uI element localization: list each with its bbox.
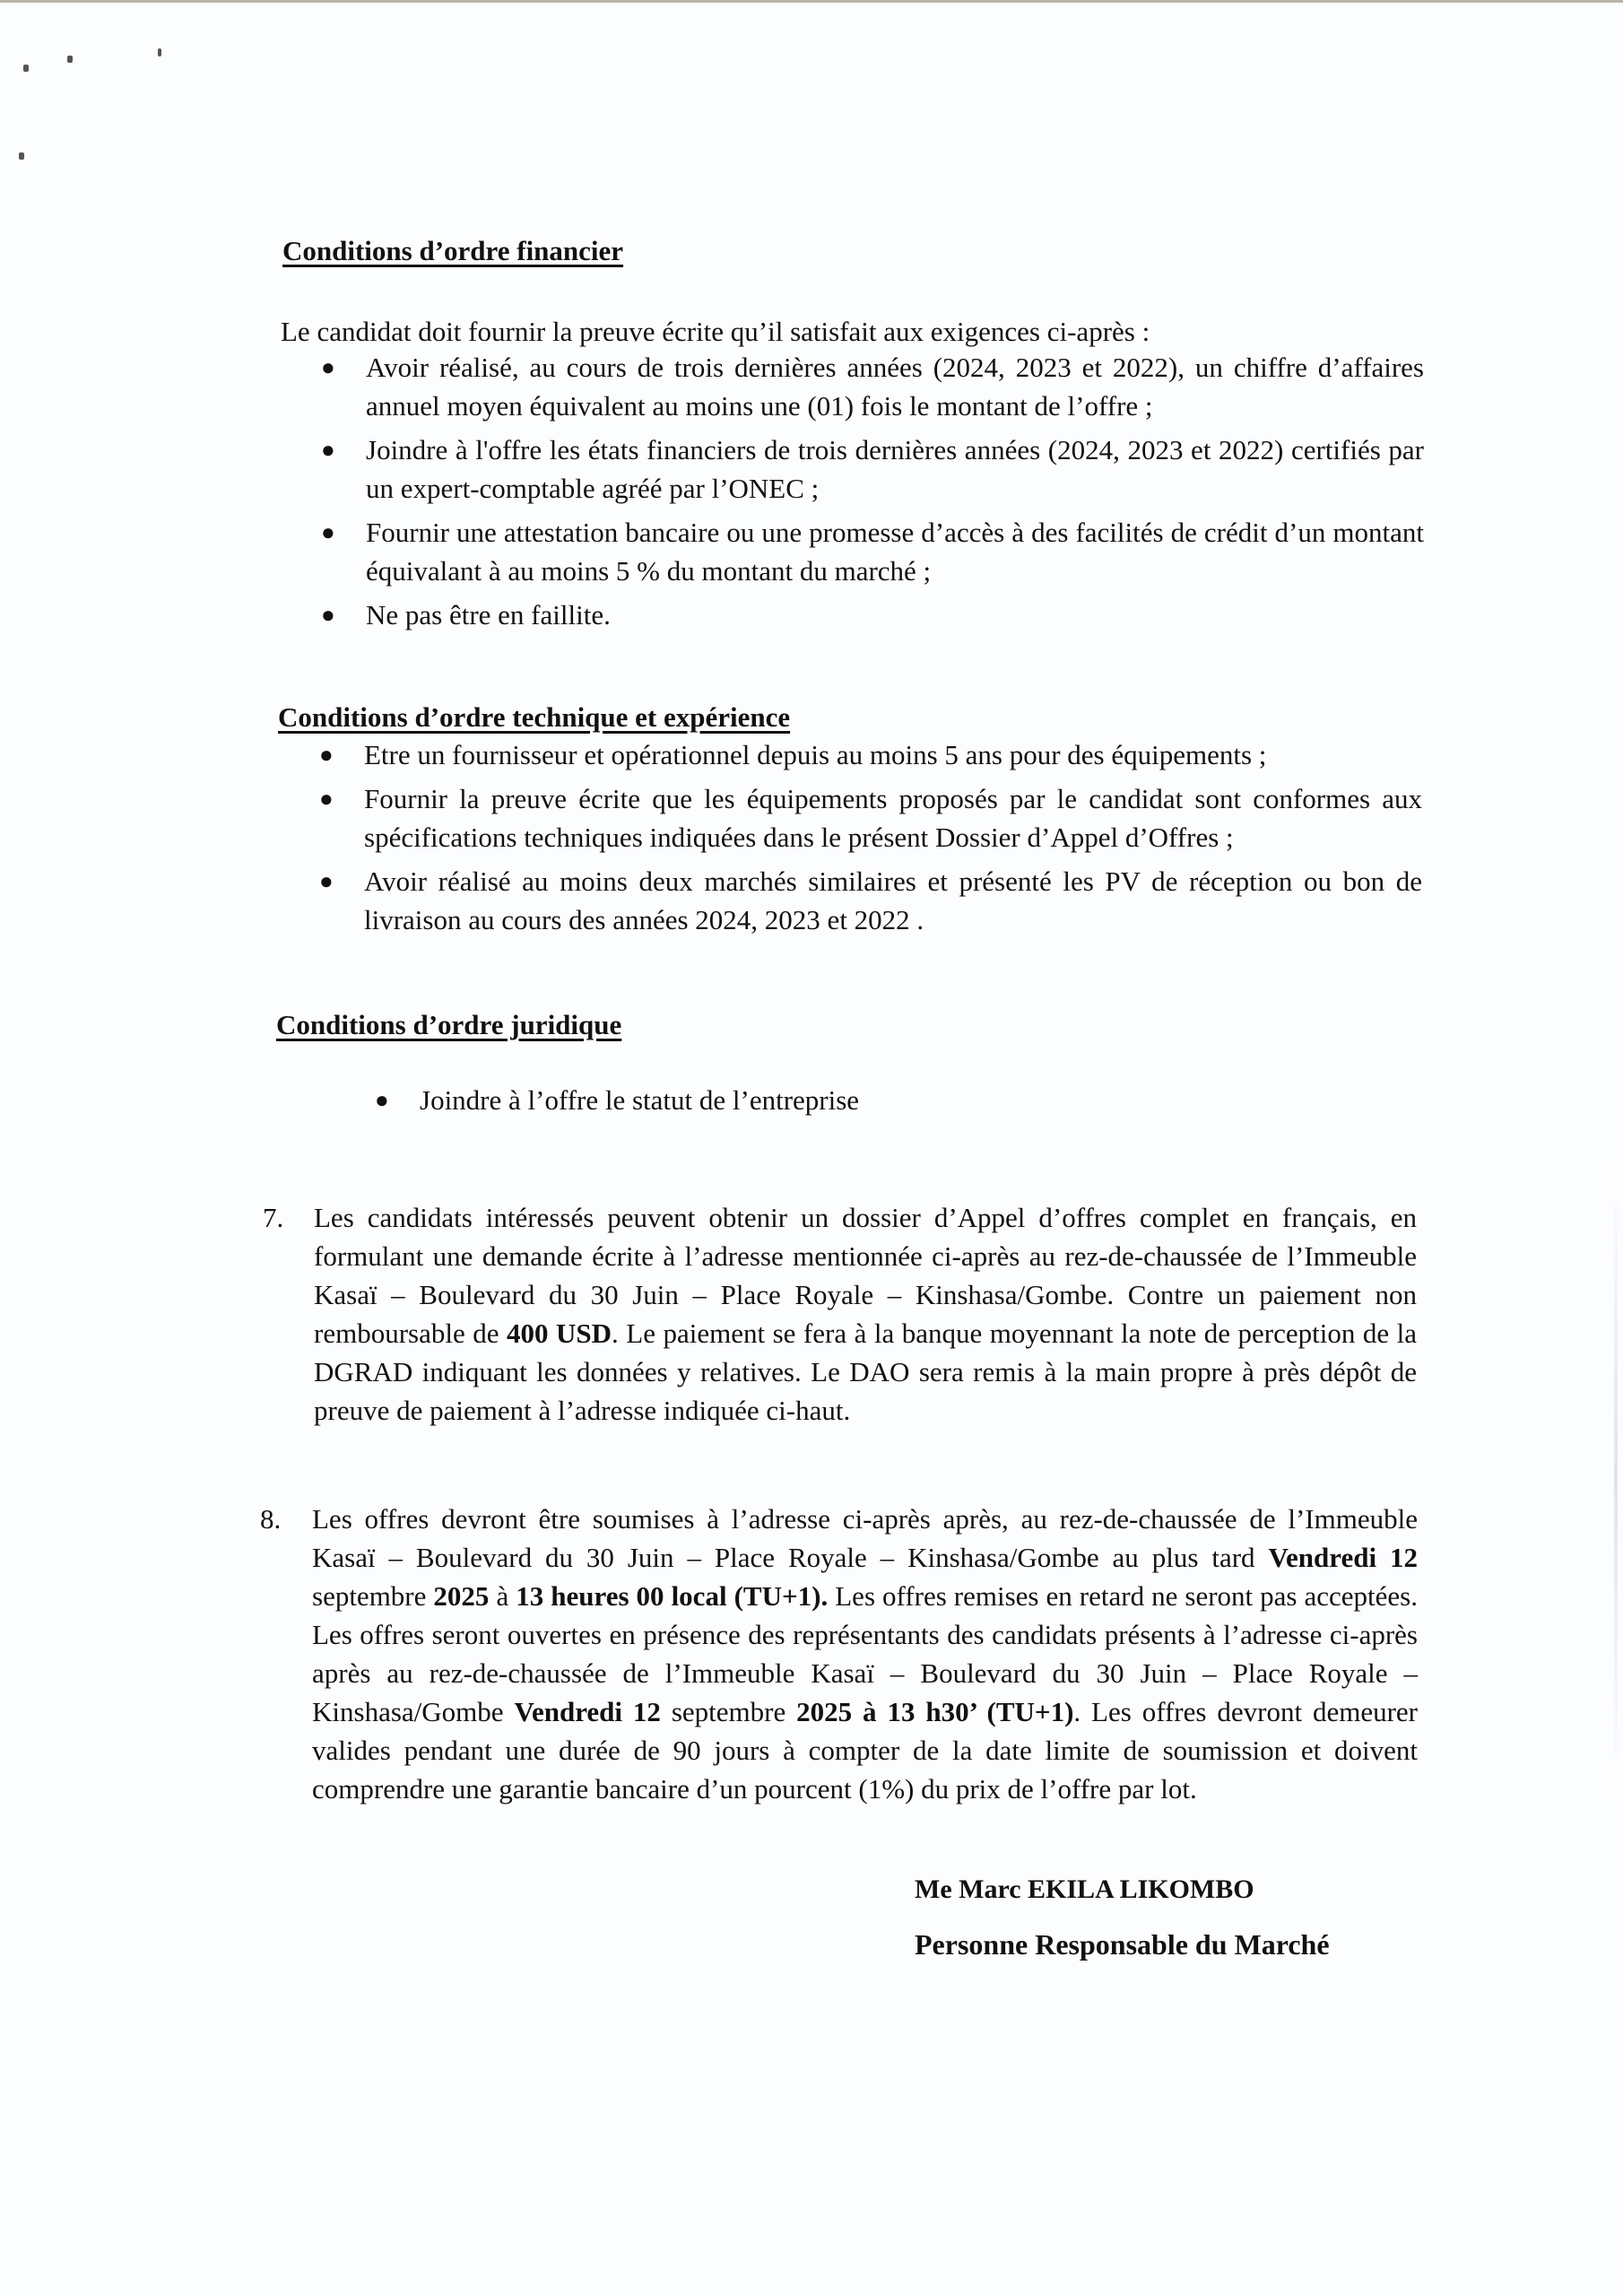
list-item: ● Fournir la preuve écrite que les équipements proposés par le candidat sont conformes aux spécifications techniques indiquées dans le présent Dossier d’Appel d’Offres ;	[364, 779, 1422, 857]
bullet-icon: ●	[319, 786, 334, 812]
technique-list	[319, 735, 1422, 944]
list-item: ● Ne pas être en faillite.	[366, 596, 1424, 634]
list-item: ● Avoir réalisé, au cours de trois dernières années (2024, 2023 et 2022), un chiffre d’affaires annuel moyen équivalent au moins une (01) fois le montant de l’offre ;	[366, 348, 1424, 425]
deadline-time: 13 heures 00 local (TU+1).	[516, 1580, 829, 1612]
heading-technique: Conditions d’ordre technique et expérience	[278, 701, 791, 733]
list-item: ● Fournir une attestation bancaire ou une promesse d’accès à des facilités de crédit d’un montant équivalant à au moins 5 % du montant du marché ;	[366, 513, 1424, 590]
heading-financier: Conditions d’ordre financier	[282, 235, 624, 266]
bullet-icon: ●	[321, 437, 335, 463]
heading-juridique: Conditions d’ordre juridique	[276, 1009, 622, 1040]
bullet-icon: ●	[319, 742, 334, 768]
item-8-text: Les offres devront être soumises à l’adresse ci-après après, au rez-de-chaussée de l’Immeuble Kasaï – Boulevard du 30 Juin – Place Royale – Kinshasa/Gombe au plus tard Vendredi 12 septembre 2025 à 13 heures 00 local (TU+1). Les offres remises en retard ne seront pas acceptées. Les offres seront ouvertes en présence des représentants des candidats présents à l’adresse ci-après après au rez-de-chaussée de l’Immeuble Kasaï – Boulevard du 30 Juin – Place Royale – Kinshasa/Gombe Vendredi 12 septembre 2025 à 13 h30’ (TU+1). Les offres devront demeurer valides pendant une durée de 90 jours à compter de la date limite de soumission et doivent comprendre une garantie bancaire d’un pourcent (1%) du prix de l’offre par lot.	[312, 1503, 1418, 1805]
opening-time: 2025 à 13 h30’ (TU+1)	[796, 1696, 1074, 1727]
scan-top-edge	[0, 0, 1623, 3]
scan-speck	[158, 48, 161, 57]
bullet-icon: ●	[321, 602, 335, 628]
list-item: ● Avoir réalisé au moins deux marchés similaires et présenté les PV de réception ou bon de livraison au cours des années 2024, 2023 et 2022 .	[364, 862, 1422, 939]
opening-day: Vendredi 12	[514, 1696, 661, 1727]
item-number-8: 8.	[260, 1503, 282, 1535]
deadline-year: 2025	[433, 1580, 490, 1612]
bullet-icon: ●	[375, 1087, 389, 1113]
list-item: ● Joindre à l’offre le statut de l’entreprise	[420, 1081, 1406, 1119]
scan-speck	[67, 56, 73, 63]
item-number-7: 7.	[263, 1202, 284, 1233]
scan-speck	[23, 65, 29, 72]
financier-list	[321, 348, 1424, 639]
bullet-icon: ●	[319, 868, 334, 894]
signatory-title: Personne Responsable du Marché	[915, 1928, 1330, 1961]
financier-intro: Le candidat doit fournir la preuve écrite qu’il satisfait aux exigences ci-après :	[281, 316, 1150, 347]
bullet-icon: ●	[321, 519, 335, 545]
list-item: ● Joindre à l'offre les états financiers de trois dernières années (2024, 2023 et 2022) certifiés par un expert-comptable agréé par l’ONEC ;	[366, 430, 1424, 508]
scan-right-edge	[1614, 1166, 1618, 1794]
item-7-text: Les candidats intéressés peuvent obtenir un dossier d’Appel d’offres complet en français, en formulant une demande écrite à l’adresse mentionnée ci-après au rez-de-chaussée de l’Immeuble Kasaï – Boulevard du 30 Juin – Place Royale – Kinshasa/Gombe. Contre un paiement non remboursable de 400 USD. Le paiement se fera à la banque moyennant la note de perception de la DGRAD indiquant les données y relatives. Le DAO sera remis à la main propre à près dépôt de preuve de paiement à l’adresse indiquée ci-haut.	[314, 1202, 1417, 1426]
list-item: ● Etre un fournisseur et opérationnel depuis au moins 5 ans pour des équipements ;	[364, 735, 1422, 774]
bullet-icon: ●	[321, 354, 335, 380]
signatory-name: Me Marc EKILA LIKOMBO	[915, 1874, 1254, 1904]
fee-amount: 400 USD	[506, 1318, 612, 1349]
scan-speck	[19, 152, 24, 160]
deadline-day: Vendredi 12	[1268, 1542, 1418, 1573]
juridique-list	[375, 1081, 1406, 1125]
